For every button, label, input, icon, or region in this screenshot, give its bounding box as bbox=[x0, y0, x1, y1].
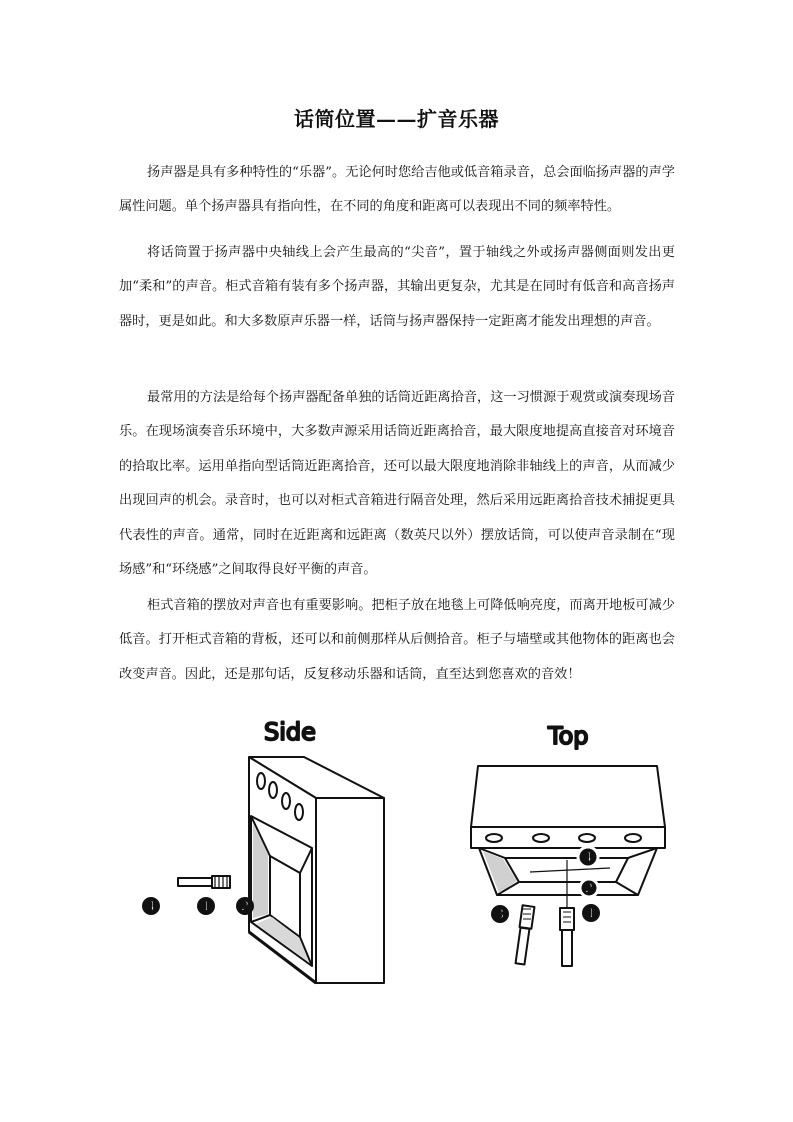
svg-text:1: 1 bbox=[586, 906, 596, 922]
paragraph-3: 最常用的方法是给每个扬声器配备单独的话筒近距离拾音，这一习惯源于观赏或演奏现场音乐。在现场演奏音乐环境中，大多数声源采用话筒近距离拾音，最大限度地提高直接音对环境音的拾取比率。运用单指向型话筒近距离拾音，还可以最大限度地消除非轴线上的声音，从而减少出现回声的机会。录音时，也可以对柜式音箱进行隔音处理，然后采用远距离拾音技术捕捉更具代表性的声音。通常，同时在近距离和远距离（数英尺以外）摆放话筒，可以使声音录制在“现场感”和“环绕感”之间取得良好平衡的声音。 bbox=[119, 390, 675, 578]
top-label: Top bbox=[548, 722, 589, 750]
top-cabinet bbox=[471, 766, 665, 910]
svg-text:2: 2 bbox=[584, 881, 594, 897]
svg-text:4: 4 bbox=[583, 850, 593, 866]
svg-text:2: 2 bbox=[240, 899, 250, 915]
side-cabinet bbox=[249, 757, 384, 983]
top-microphone-left bbox=[516, 905, 535, 964]
paragraph-4: 柜式音箱的摆放对声音也有重要影响。把柜子放在地毯上可降低响亮度，而离开地板可减少低音。打开柜式音箱的背板，还可以和前侧那样从后侧拾音。柜子与墙壁或其他物体的距离也会改变声音。因此，还是那句话，反复移动乐器和话筒，直至达到您喜欢的音效！ bbox=[119, 598, 675, 682]
paragraph-2: 将话筒置于扬声器中央轴线上会产生最高的“尖音”，置于轴线之外或扬声器侧面则发出更加“柔和”的声音。柜式音箱有装有多个扬声器，其输出更复杂，尤其是在同时有低音和高音扬声器时，更是如此。和大多数原声乐器一样，话筒与扬声器保持一定距离才能发出理想的声音。 bbox=[119, 245, 675, 329]
top-view-diagram bbox=[471, 722, 665, 966]
side-marker-2 bbox=[236, 897, 254, 915]
side-microphone bbox=[178, 876, 230, 888]
side-view-diagram bbox=[142, 718, 384, 983]
top-marker-1 bbox=[582, 904, 600, 922]
svg-text:1: 1 bbox=[201, 899, 211, 915]
top-marker-2 bbox=[580, 879, 598, 897]
side-label: Side bbox=[264, 718, 316, 746]
svg-text:3: 3 bbox=[495, 907, 505, 923]
side-marker-4 bbox=[142, 897, 160, 915]
page-title: 话筒位置——扩音乐器 bbox=[294, 107, 499, 131]
top-marker-4 bbox=[578, 847, 598, 867]
paragraph-1: 扬声器是具有多种特性的“乐器”。无论何时您给吉他或低音箱录音，总会面临扬声器的声学属性问题。单个扬声器具有指向性，在不同的角度和距离可以表现出不同的频率特性。 bbox=[119, 165, 675, 215]
mic-placement-figure bbox=[0, 700, 793, 1020]
top-microphone-right bbox=[560, 908, 574, 966]
side-marker-1 bbox=[197, 897, 215, 915]
svg-text:4: 4 bbox=[146, 899, 156, 915]
top-marker-3 bbox=[491, 905, 509, 923]
